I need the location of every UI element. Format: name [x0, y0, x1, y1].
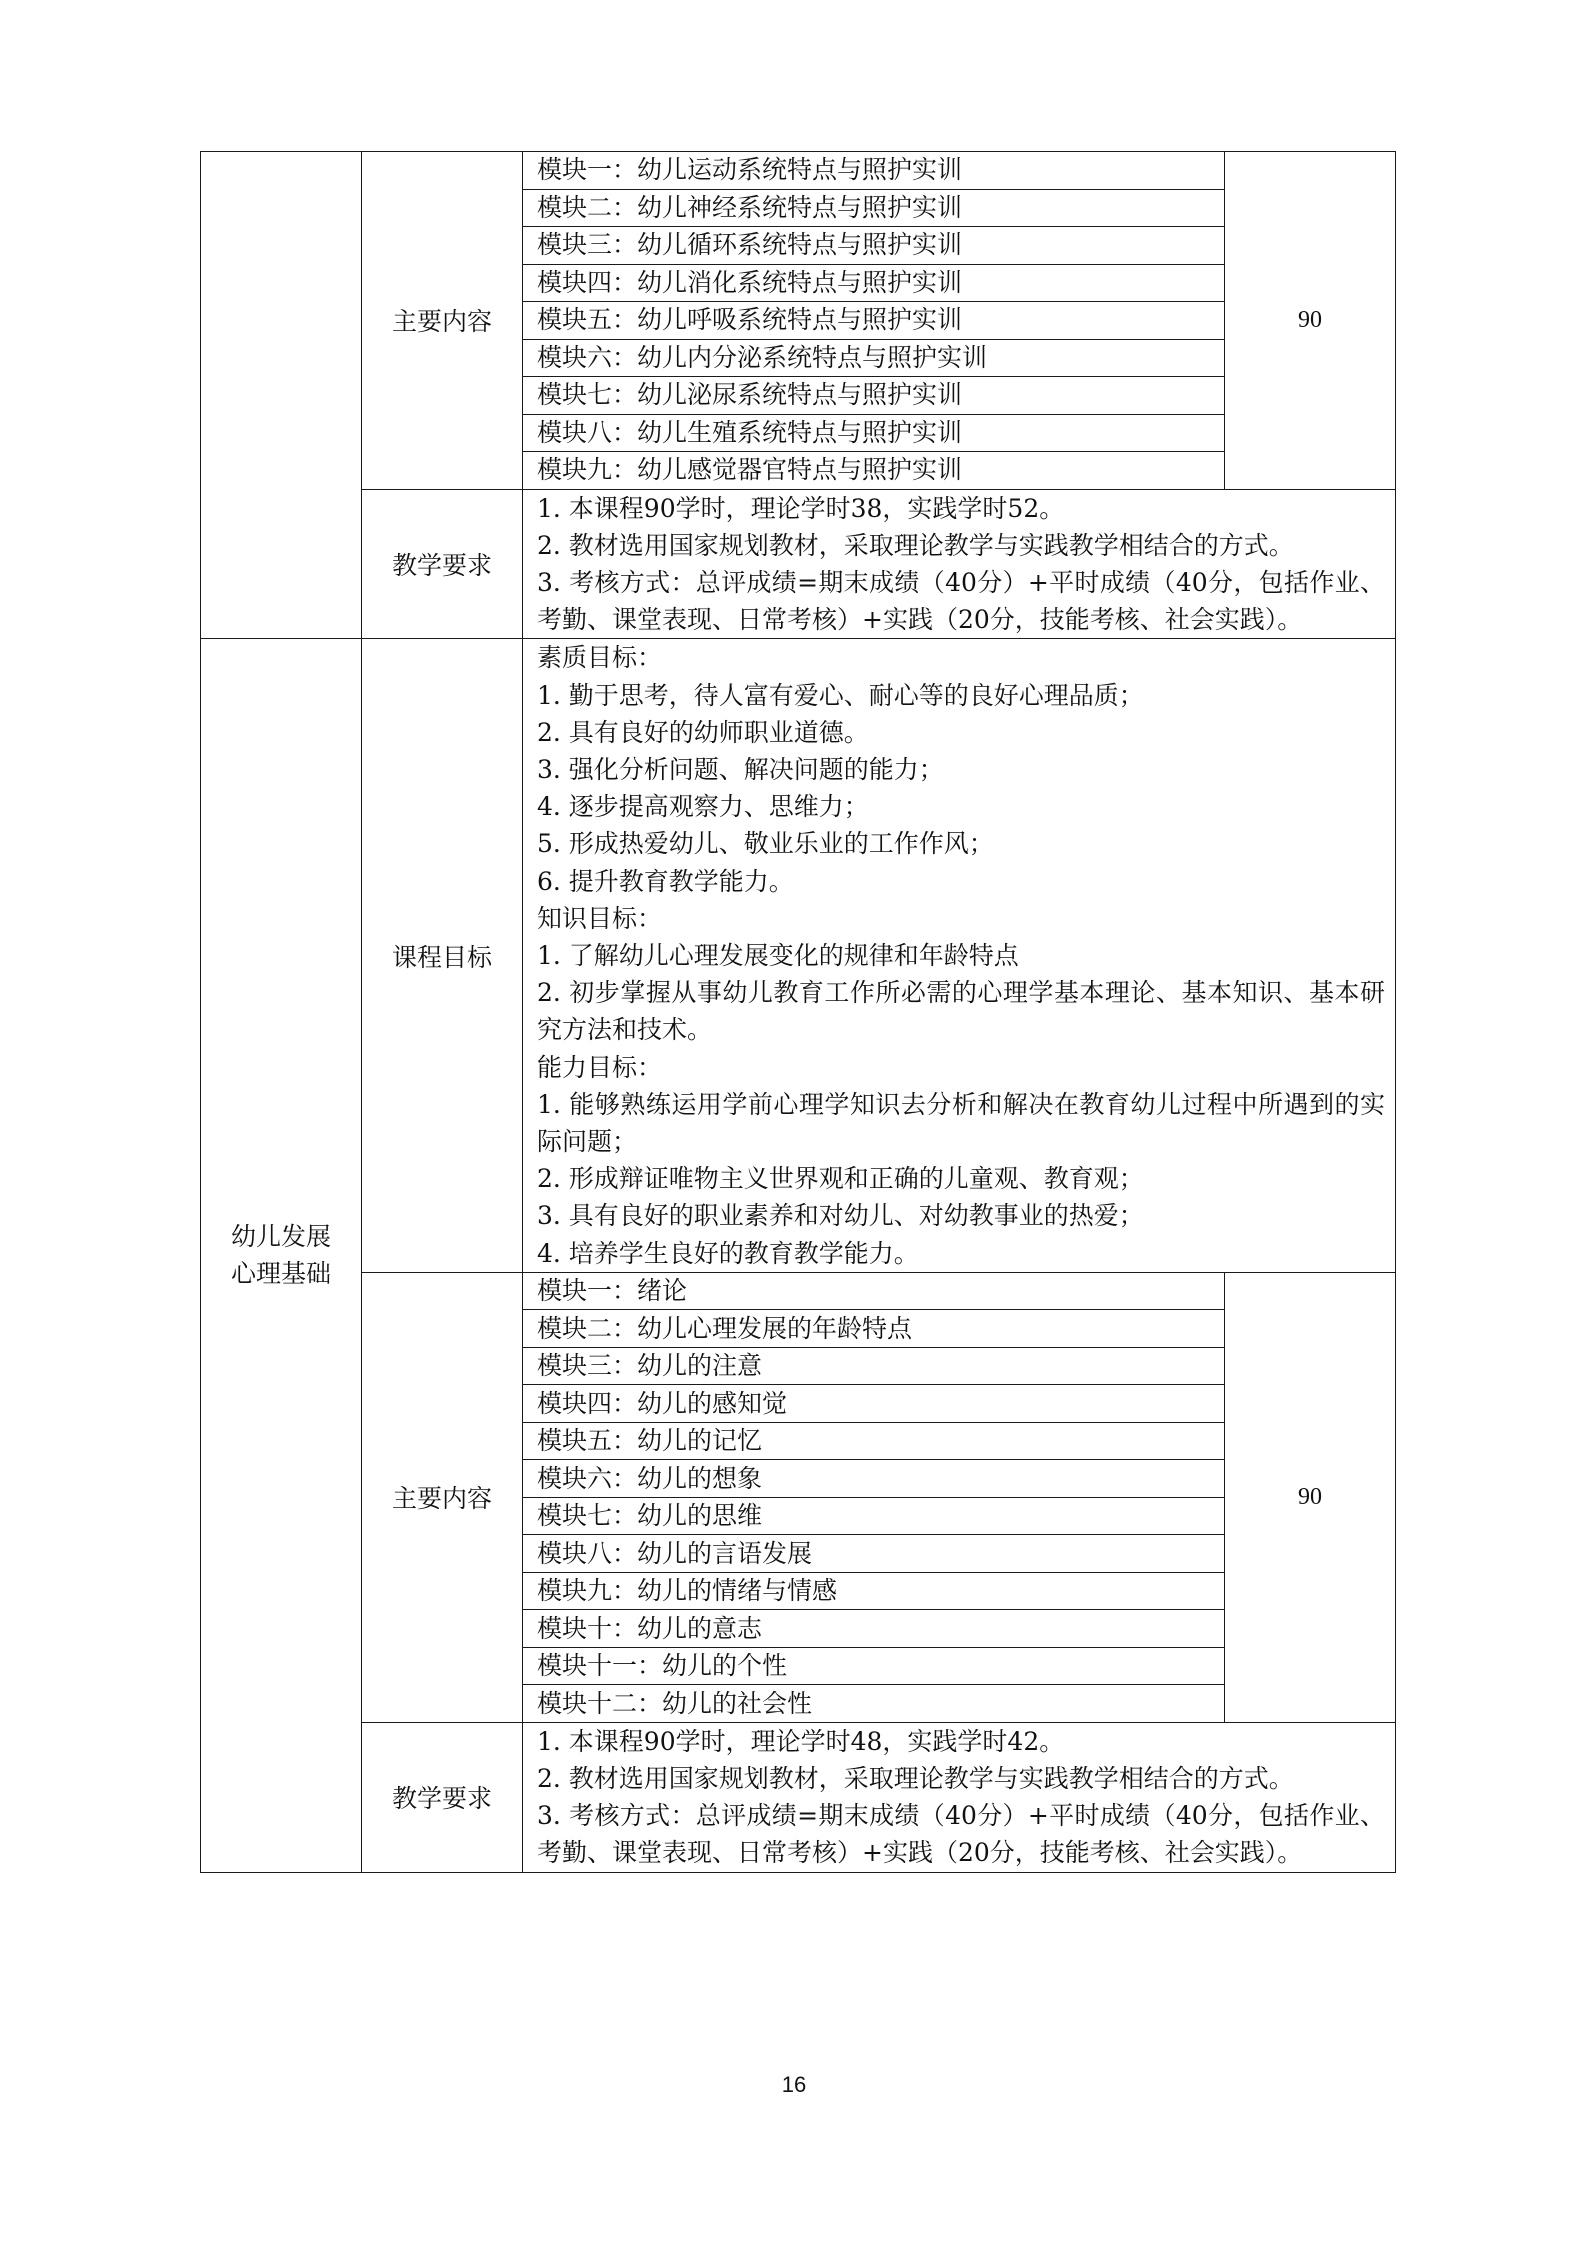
- module-item: 模块一：绪论: [523, 1272, 1225, 1310]
- module-item: 模块九：幼儿感觉器官特点与照护实训: [523, 452, 1225, 490]
- module-item: 模块七：幼儿的思维: [523, 1497, 1225, 1535]
- course-name-line: 心理基础: [230, 1259, 331, 1289]
- module-item: 模块七：幼儿泌尿系统特点与照护实训: [523, 377, 1225, 415]
- goals-label-cell: 课程目标: [362, 639, 523, 1272]
- course-name-cell: [201, 639, 362, 1872]
- requirement-item: 1. 本课程90学时，理论学时48，实践学时42。: [537, 1726, 1065, 1756]
- requirements-label-cell: 教学要求: [362, 1722, 523, 1872]
- module-item: 模块八：幼儿生殖系统特点与照护实训: [523, 414, 1225, 452]
- module-item: 模块六：幼儿内分泌系统特点与照护实训: [523, 339, 1225, 377]
- table-row: [201, 152, 1396, 190]
- goal-item: 1. 了解幼儿心理发展变化的规律和年龄特点: [537, 940, 1019, 970]
- requirement-item: 1. 本课程90学时，理论学时38，实践学时52。: [537, 493, 1065, 523]
- goal-item: 能力目标：: [537, 1052, 663, 1082]
- module-item: 模块五：幼儿呼吸系统特点与照护实训: [523, 302, 1225, 340]
- goal-item: 2. 初步掌握从事幼儿教育工作所必需的心理学基本理论、基本知识、基本研究方法和技术。: [537, 978, 1385, 1045]
- goal-item: 3. 具有良好的职业素养和对幼儿、对幼教事业的热爱；: [537, 1201, 1144, 1231]
- contents-label-cell: 主要内容: [362, 152, 523, 490]
- module-item: 模块三：幼儿循环系统特点与照护实训: [523, 227, 1225, 265]
- page-number: 16: [781, 2072, 807, 2097]
- module-item: 模块十二：幼儿的社会性: [523, 1685, 1225, 1723]
- goal-item: 知识目标：: [537, 903, 663, 933]
- goal-item: 素质目标：: [537, 643, 663, 673]
- goal-item: 1. 能够熟练运用学前心理学知识去分析和解决在教育幼儿过程中所遇到的实际问题；: [537, 1089, 1385, 1156]
- hours-value: 90: [1225, 152, 1396, 490]
- module-item: 模块四：幼儿消化系统特点与照护实训: [523, 264, 1225, 302]
- table-row: [201, 639, 1396, 1272]
- goal-item: 6. 提升教育教学能力。: [537, 866, 794, 896]
- goal-item: 1. 勤于思考，待人富有爱心、耐心等的良好心理品质；: [537, 680, 1144, 710]
- table-row: [201, 1272, 1396, 1310]
- goal-item: 3. 强化分析问题、解决问题的能力；: [537, 754, 944, 784]
- module-item: 模块十：幼儿的意志: [523, 1610, 1225, 1648]
- requirements-text: [523, 489, 1396, 639]
- goal-item: 4. 培养学生良好的教育教学能力。: [537, 1238, 919, 1268]
- table-row: [201, 489, 1396, 639]
- requirement-item: 3. 考核方式：总评成绩=期末成绩（40分）+平时成绩（40分，包括作业、考勤、课堂表现、日常考核）+实践（20分，技能考核、社会实践）。: [537, 1801, 1385, 1868]
- module-item: 模块二：幼儿心理发展的年龄特点: [523, 1310, 1225, 1348]
- module-item: 模块一：幼儿运动系统特点与照护实训: [523, 152, 1225, 190]
- requirement-item: 2. 教材选用国家规划教材，采取理论教学与实践教学相结合的方式。: [537, 1763, 1294, 1793]
- module-item: 模块二：幼儿神经系统特点与照护实训: [523, 189, 1225, 227]
- requirement-item: 2. 教材选用国家规划教材，采取理论教学与实践教学相结合的方式。: [537, 530, 1294, 560]
- requirements-label-cell: 教学要求: [362, 489, 523, 639]
- curriculum-table: [200, 151, 1396, 1873]
- module-item: 模块五：幼儿的记忆: [523, 1422, 1225, 1460]
- module-item: 模块三：幼儿的注意: [523, 1347, 1225, 1385]
- module-item: 模块四：幼儿的感知觉: [523, 1385, 1225, 1423]
- requirements-text: [523, 1722, 1396, 1872]
- hours-value: 90: [1225, 1272, 1396, 1722]
- course-name-cell-continued: [201, 152, 362, 639]
- goal-item: 5. 形成热爱幼儿、敬业乐业的工作作风；: [537, 829, 994, 859]
- goals-text: [523, 639, 1396, 1272]
- module-item: 模块十一：幼儿的个性: [523, 1647, 1225, 1685]
- module-item: 模块九：幼儿的情绪与情感: [523, 1572, 1225, 1610]
- course-name-line: 幼儿发展: [230, 1222, 331, 1252]
- requirement-item: 3. 考核方式：总评成绩=期末成绩（40分）+平时成绩（40分，包括作业、考勤、课堂表现、日常考核）+实践（20分，技能考核、社会实践）。: [537, 567, 1385, 635]
- module-item: 模块六：幼儿的想象: [523, 1460, 1225, 1498]
- goal-item: 4. 逐步提高观察力、思维力；: [537, 792, 869, 822]
- goal-item: 2. 形成辩证唯物主义世界观和正确的儿童观、教育观；: [537, 1164, 1144, 1194]
- module-item: 模块八：幼儿的言语发展: [523, 1535, 1225, 1573]
- goal-item: 2. 具有良好的幼师职业道德。: [537, 717, 869, 747]
- contents-label-cell: 主要内容: [362, 1272, 523, 1722]
- table-row: [201, 1722, 1396, 1872]
